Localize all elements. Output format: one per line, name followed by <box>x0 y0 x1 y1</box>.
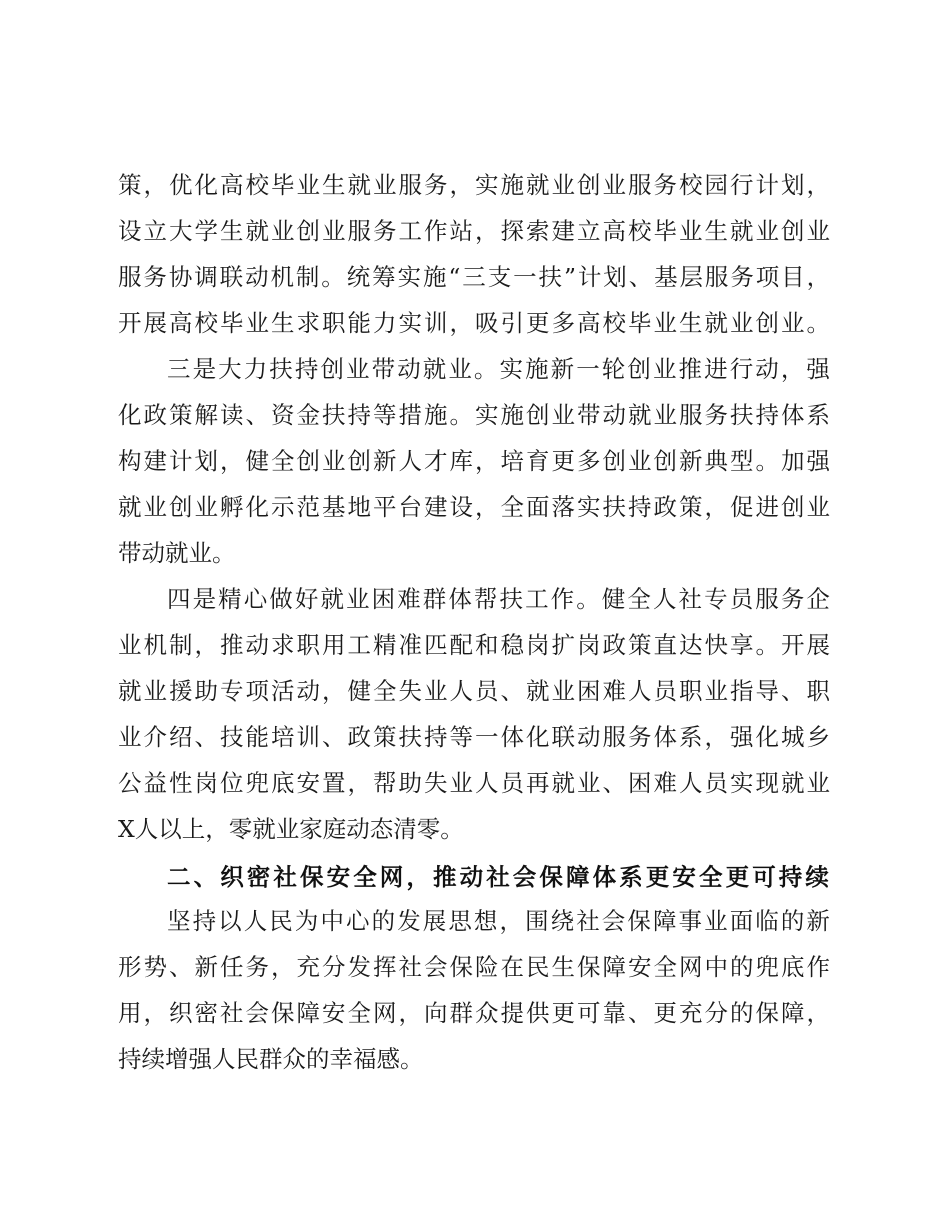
section-heading-text: 二、织密社保安全网，推动社会保障体系更安全更可持续 <box>167 863 832 891</box>
text-line <box>0 208 950 254</box>
line-text: X人以上，零就业家庭动态清零。 <box>118 815 464 843</box>
text-line <box>0 392 950 438</box>
text-line <box>0 944 950 990</box>
text-line <box>0 898 950 944</box>
text-line <box>0 484 950 530</box>
text-line <box>0 530 950 576</box>
line-text: 开展高校毕业生求职能力实训，吸引更多高校毕业生就业创业。 <box>118 309 832 337</box>
text-line <box>0 760 950 806</box>
line-text: 策，优化高校毕业生就业服务，实施就业创业服务校园行计划， <box>118 171 832 199</box>
line-text: 公益性岗位兜底安置，帮助失业人员再就业、困难人员实现就业 <box>118 769 832 797</box>
text-line <box>0 162 950 208</box>
text-line <box>0 300 950 346</box>
line-text: 服务协调联动机制。统筹实施“三支一扶”计划、基层服务项目， <box>118 263 832 291</box>
line-text: 四是精心做好就业困难群体帮扶工作。健全人社专员服务企 <box>167 585 832 613</box>
text-line <box>0 346 950 392</box>
line-text: 形势、新任务，充分发挥社会保险在民生保障安全网中的兜底作 <box>118 953 832 981</box>
line-text: 坚持以人民为中心的发展思想，围绕社会保障事业面临的新 <box>167 907 832 935</box>
line-text: 业机制，推动求职用工精准匹配和稳岗扩岗政策直达快享。开展 <box>118 631 832 659</box>
line-text: 三是大力扶持创业带动就业。实施新一轮创业推进行动，强 <box>167 355 832 383</box>
line-text: 用，织密社会保障安全网，向群众提供更可靠、更充分的保障， <box>118 999 832 1027</box>
line-text: 设立大学生就业创业服务工作站，探索建立高校毕业生就业创业 <box>118 217 832 245</box>
text-line <box>0 438 950 484</box>
text-line <box>0 806 950 852</box>
line-text: 就业创业孵化示范基地平台建设，全面落实扶持政策，促进创业 <box>118 493 832 521</box>
text-line <box>0 990 950 1036</box>
line-text: 构建计划，健全创业创新人才库，培育更多创业创新典型。加强 <box>118 447 832 475</box>
line-text: 就业援助专项活动，健全失业人员、就业困难人员职业指导、职 <box>118 677 832 705</box>
text-line <box>0 576 950 622</box>
line-text: 持续增强人民群众的幸福感。 <box>118 1045 424 1073</box>
text-line <box>0 254 950 300</box>
line-text: 化政策解读、资金扶持等措施。实施创业带动就业服务扶持体系 <box>118 401 832 429</box>
text-line <box>0 668 950 714</box>
section-heading <box>0 854 950 900</box>
text-line <box>0 1036 950 1082</box>
text-line <box>0 622 950 668</box>
line-text: 业介绍、技能培训、政策扶持等一体化联动服务体系，强化城乡 <box>118 723 832 751</box>
text-line <box>0 714 950 760</box>
line-text: 带动就业。 <box>118 539 236 567</box>
